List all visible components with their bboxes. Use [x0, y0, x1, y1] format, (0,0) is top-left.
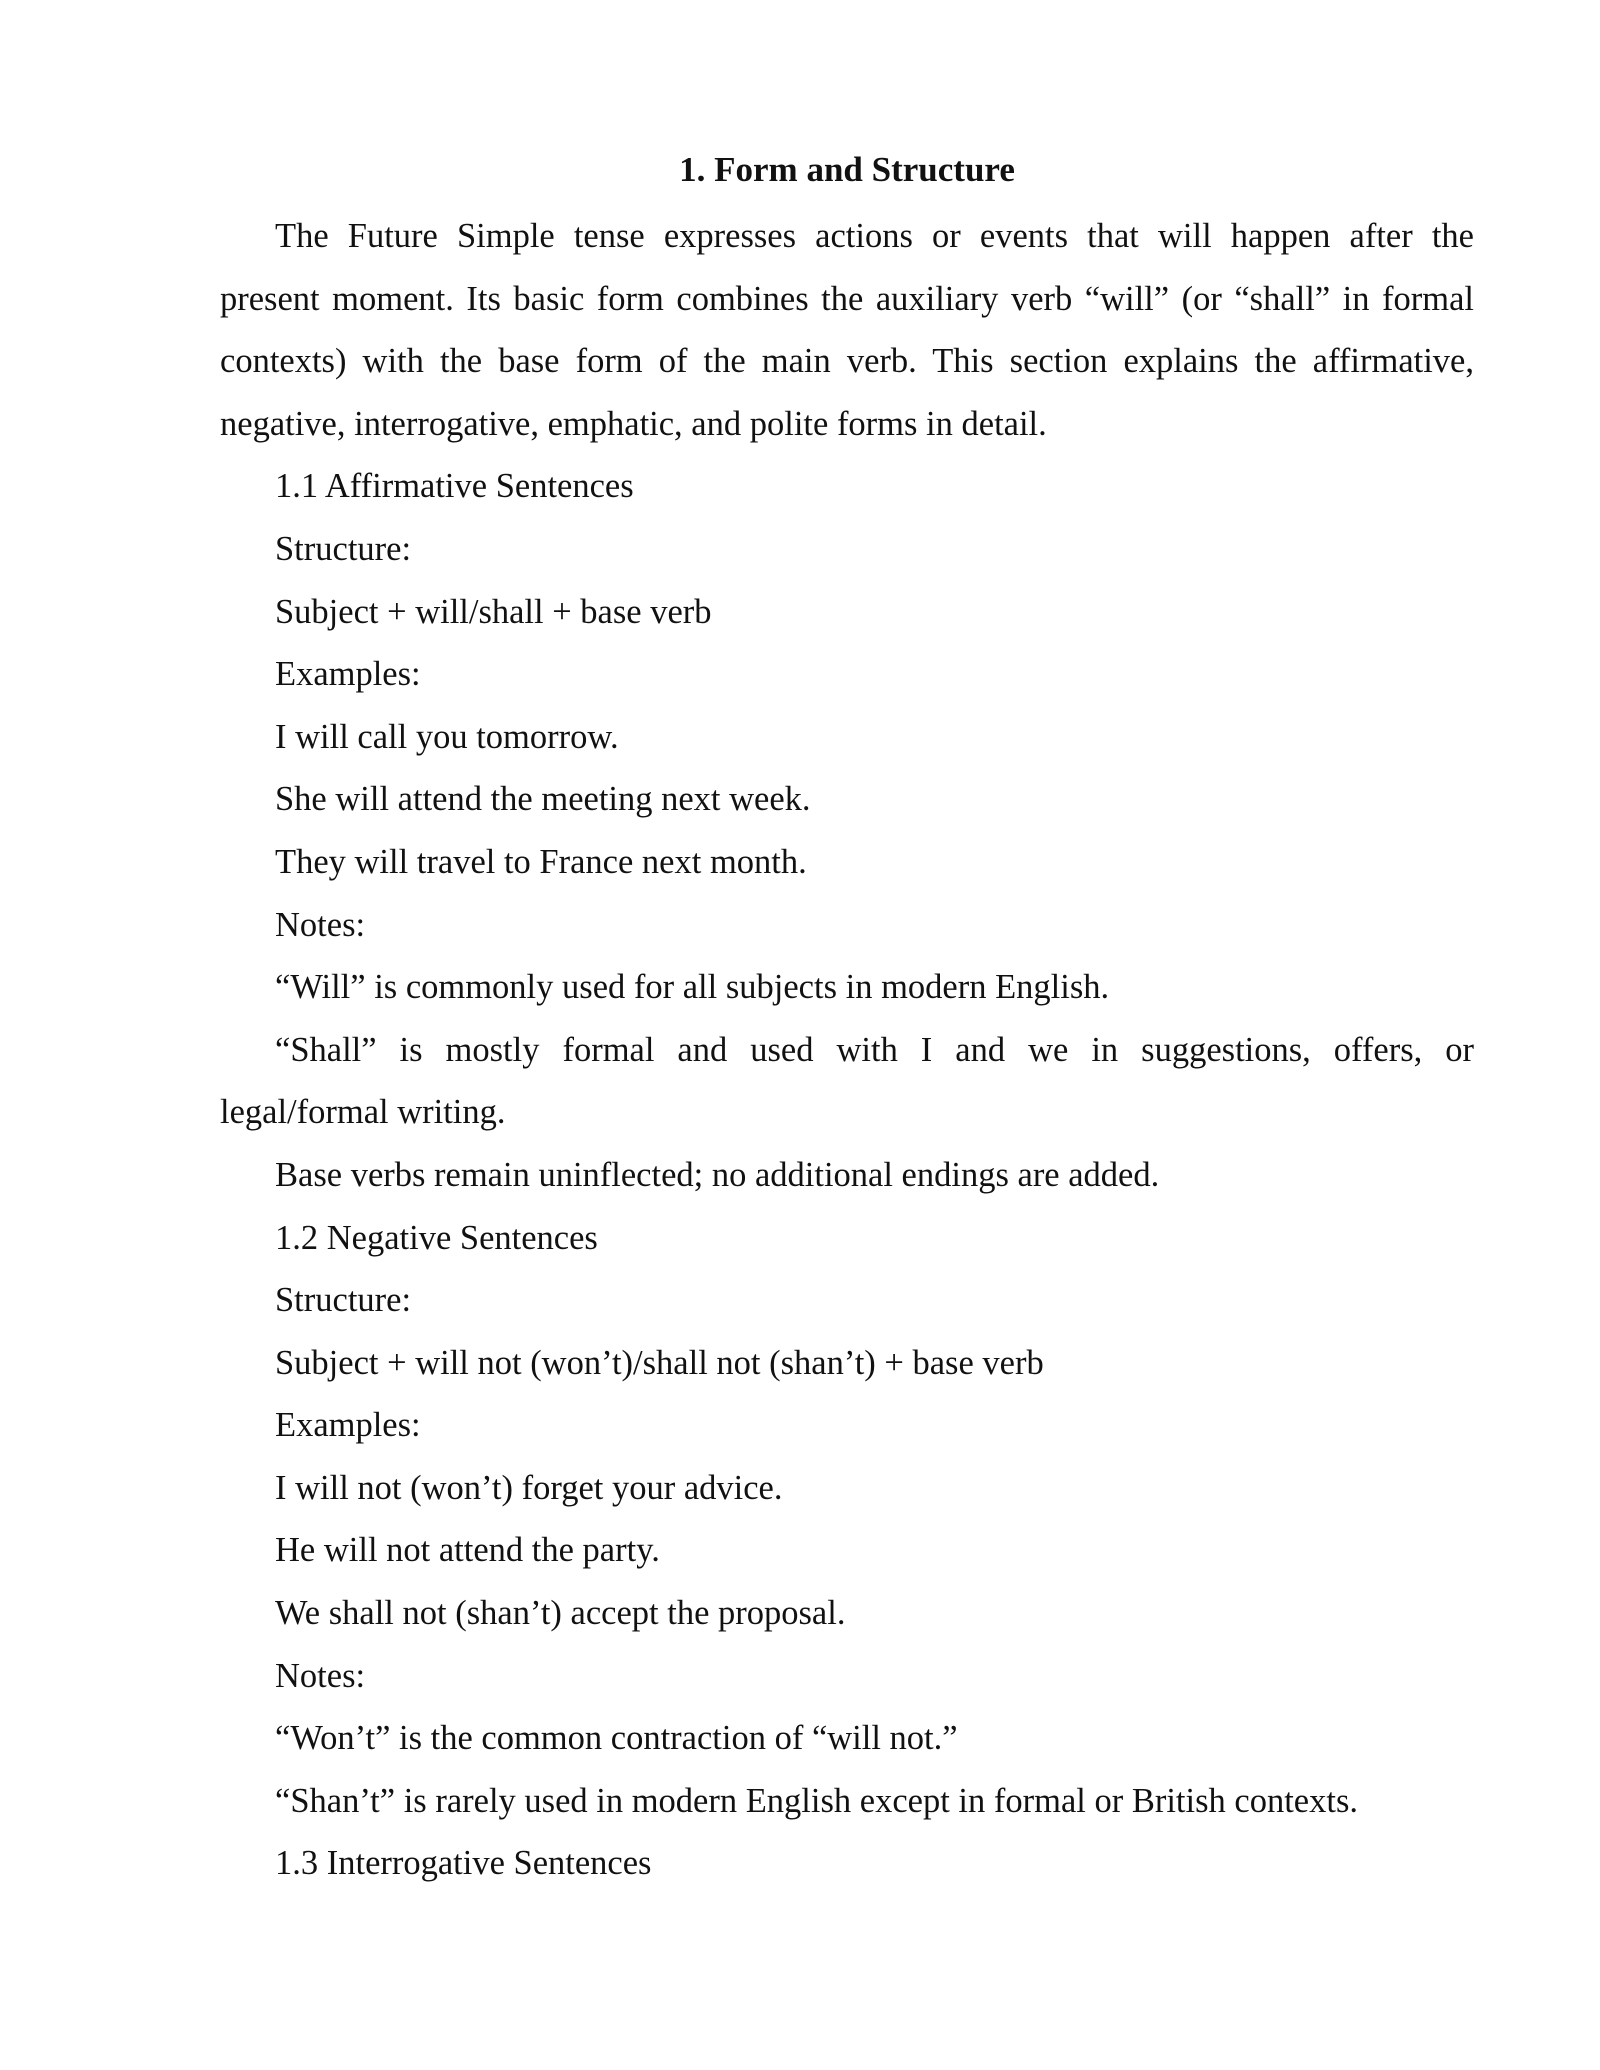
affirmative-example: They will travel to France next month. [275, 842, 807, 881]
affirmative-note-continued: legal/formal writing. [220, 1093, 506, 1132]
negative-structure-label: Structure: [275, 1281, 412, 1320]
negative-example: He will not attend the party. [275, 1531, 660, 1570]
intro-line-1: The Future Simple tense expresses actions or events that will happen after the [275, 217, 1474, 255]
negative-structure: Subject + will not (won’t)/shall not (shan’t) + base verb [275, 1343, 1044, 1382]
negative-notes-label: Notes: [275, 1656, 366, 1695]
intro-line-3: contexts) with the base form of the main verb. This section explains the affirmative, [220, 342, 1474, 381]
affirmative-note: “Shall” is mostly formal and used with I and we in suggestions, offers, or [275, 1030, 1474, 1069]
affirmative-structure: Subject + will/shall + base verb [275, 592, 712, 631]
intro-line-2: present moment. Its basic form combines the auxiliary verb “will” (or “shall” in formal [220, 279, 1474, 318]
negative-note: “Won’t” is the common contraction of “will not.” [275, 1719, 958, 1758]
document-page [220, 140, 1474, 1895]
section-title: 1. Form and Structure [679, 150, 1015, 189]
affirmative-heading: 1.1 Affirmative Sentences [275, 467, 634, 506]
affirmative-note: “Will” is commonly used for all subjects in modern English. [275, 968, 1110, 1007]
affirmative-notes-label: Notes: [275, 905, 366, 944]
negative-heading: 1.2 Negative Sentences [275, 1218, 598, 1257]
negative-examples-label: Examples: [275, 1406, 421, 1445]
affirmative-example: I will call you tomorrow. [275, 717, 619, 756]
affirmative-example: She will attend the meeting next week. [275, 780, 811, 819]
affirmative-structure-label: Structure: [275, 529, 412, 568]
negative-note: “Shan’t” is rarely used in modern English except in formal or British contexts. [275, 1781, 1358, 1820]
affirmative-examples-label: Examples: [275, 655, 421, 694]
interrogative-heading: 1.3 Interrogative Sentences [275, 1844, 652, 1883]
affirmative-note: Base verbs remain uninflected; no additional endings are added. [275, 1155, 1160, 1194]
negative-example: We shall not (shan’t) accept the proposal. [275, 1594, 846, 1633]
intro-line-4: negative, interrogative, emphatic, and polite forms in detail. [220, 404, 1047, 443]
negative-example: I will not (won’t) forget your advice. [275, 1468, 783, 1507]
